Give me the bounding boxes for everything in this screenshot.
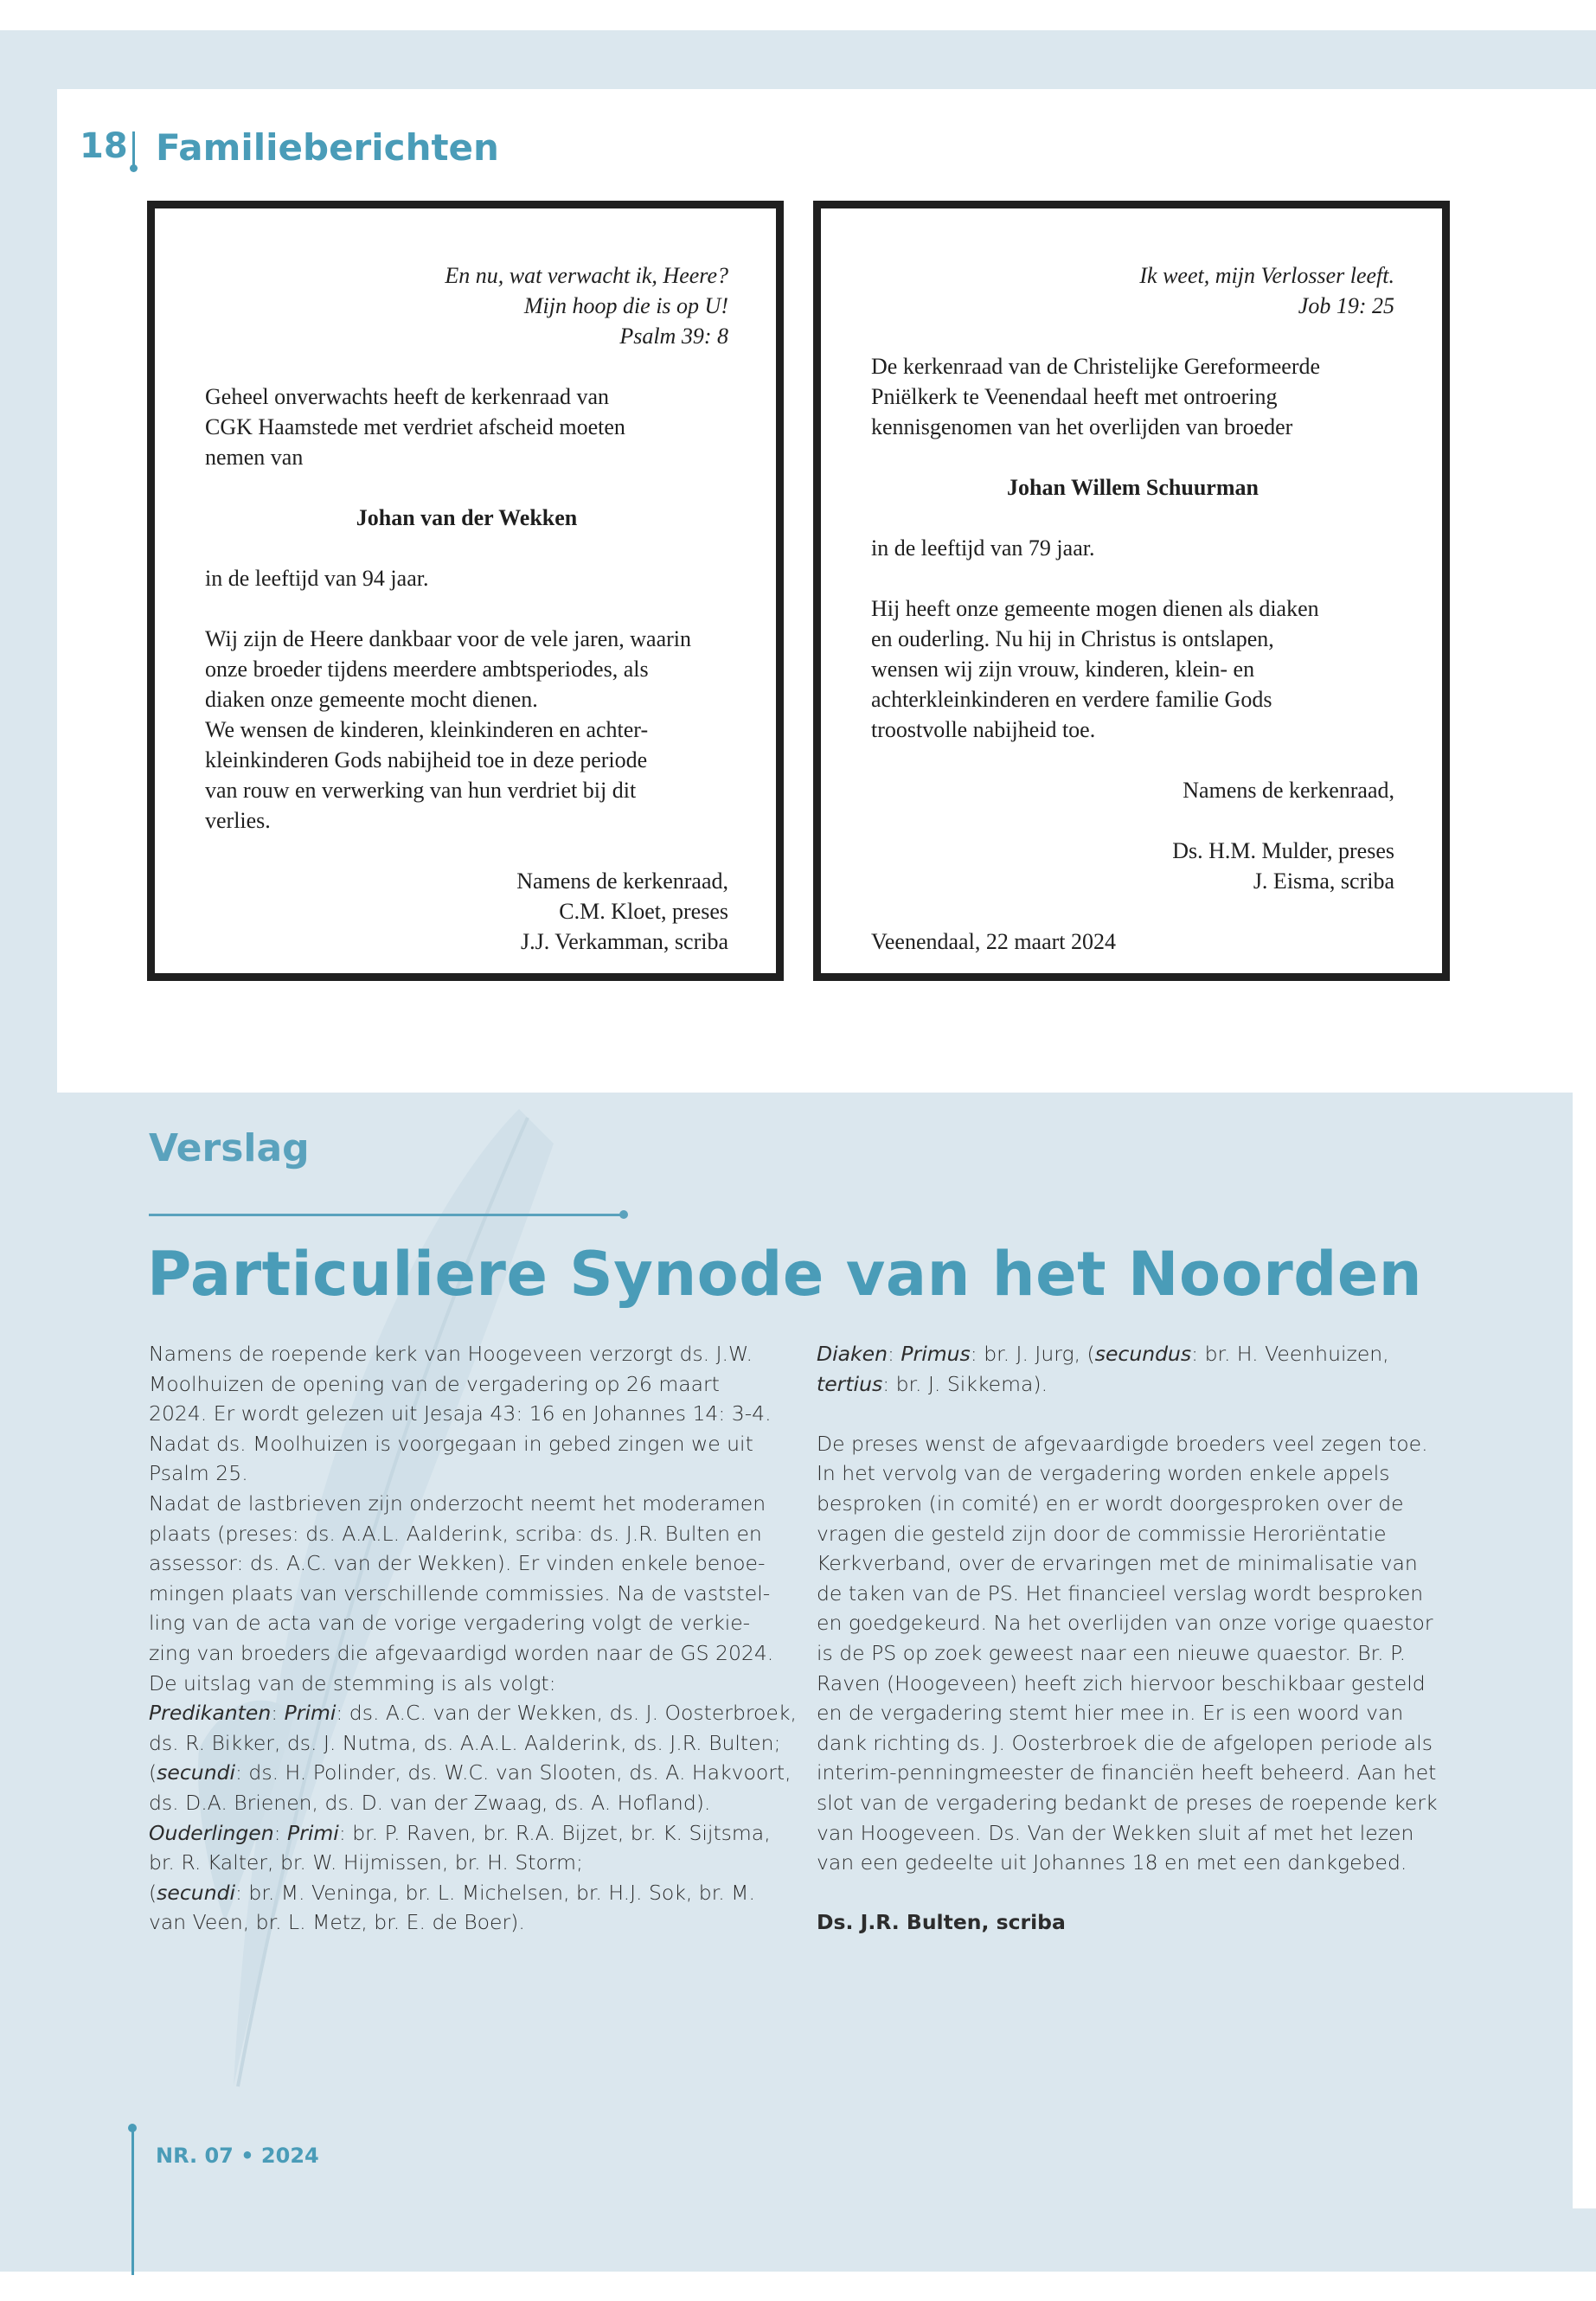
body-line: onze broeder tijdens meerdere ambtsperiodes, als	[205, 657, 649, 682]
secundi-label: secundi	[157, 1880, 236, 1905]
body-line: verlies.	[205, 808, 271, 833]
article-column-right	[817, 1339, 1457, 1938]
signature-line: J. Eisma, scriba	[1253, 868, 1394, 894]
obituary-intro	[205, 381, 728, 472]
deceased-age: in de leeftijd van 79 jaar.	[871, 535, 1095, 561]
primi-label: Primi	[284, 1701, 337, 1726]
bottom-margin	[0, 2272, 1596, 2301]
obituary-signature	[871, 836, 1394, 896]
primi-label: Primi	[287, 1820, 339, 1845]
page-number: 18	[80, 126, 128, 166]
paragraph-line: dank richting ds. J. Oosterbroek die de afgelopen periode als	[817, 1730, 1433, 1755]
paragraph-line: Nadat de lastbrieven zijn onderzocht neemt het moderamen	[149, 1490, 766, 1516]
diaken-tertius: br. J. Sikkema).	[895, 1371, 1048, 1396]
article-author: Ds. J.R. Bulten, scriba	[817, 1910, 1066, 1935]
signature-line: J.J. Verkamman, scriba	[521, 929, 728, 954]
signature-line: C.M. Kloet, preses	[559, 899, 728, 924]
ouderlingen-primi: br. P. Raven, br. R.A. Bijzet, br. K. Sijtsma,	[352, 1820, 771, 1845]
paragraph-line: Psalm 25.	[149, 1461, 248, 1486]
intro-line: CGK Haamstede met verdriet afscheid moeten	[205, 414, 625, 439]
paragraph-line: assessor: ds. A.C. van der Wekken). Er vinden enkele benoe-	[149, 1551, 766, 1576]
predikanten-secundi-line: (secundi: ds. H. Polinder, ds. W.C. van Slooten, ds. A. Hakvoort,	[149, 1760, 792, 1785]
top-margin	[0, 0, 1596, 30]
body-line: wensen wij zijn vrouw, kinderen, klein- en	[871, 657, 1255, 682]
article-column-left	[149, 1339, 797, 1938]
body-line: van rouw en verwerking van hun verdriet bij dit	[205, 778, 637, 803]
predikanten-label: Predikanten	[149, 1701, 272, 1726]
obituary-body	[871, 593, 1394, 745]
paragraph-line: en de vergadering stemt hier mee in. Er is een woord van	[817, 1701, 1404, 1726]
obituary-body	[205, 624, 728, 836]
paragraph-line: ds. R. Bikker, ds. J. Nutma, ds. A.A.L. Aalderink, ds. J.R. Bulten;	[149, 1730, 781, 1755]
predikanten-primi: ds. A.C. van der Wekken, ds. J. Oosterbroek,	[349, 1701, 797, 1726]
paragraph-line: Kerkverband, over de ervaringen met de minimalisatie van	[817, 1551, 1418, 1576]
deceased-age: in de leeftijd van 94 jaar.	[205, 566, 429, 591]
kicker-rule	[149, 1214, 623, 1216]
paragraph-line: Nadat ds. Moolhuizen is voorgegaan in gebed zingen we uit	[149, 1431, 753, 1456]
intro-line: nemen van	[205, 445, 304, 470]
footer-rule	[131, 2128, 134, 2275]
paragraph-line: van Veen, br. L. Metz, br. E. de Boer).	[149, 1910, 525, 1935]
place-date: Veenendaal, 22 maart 2024	[871, 929, 1117, 954]
header-separator-dot	[130, 164, 138, 172]
secundus-label: secundus	[1094, 1342, 1192, 1366]
verse-line: En nu, wat verwacht ik, Heere?	[445, 263, 728, 288]
body-line: Wij zijn de Heere dankbaar voor de vele jaren, waarin	[205, 626, 692, 651]
diaken-secundus: br. H. Veenhuizen,	[1204, 1342, 1389, 1366]
intro-line: kennisgenomen van het overlijden van broeder	[871, 414, 1293, 439]
paragraph-line: ds. D.A. Brienen, ds. D. van der Zwaag, ds. A. Hofland).	[149, 1790, 711, 1815]
paragraph-line: is de PS op zoek geweest naar een nieuwe quaestor. Br. P.	[817, 1640, 1407, 1665]
body-line: troostvolle nabijheid toe.	[871, 717, 1096, 742]
signature-intro: Namens de kerkenraad,	[1183, 778, 1394, 803]
body-line: Hij heeft onze gemeente mogen dienen als diaken	[871, 596, 1319, 621]
secundi-label: secundi	[157, 1760, 236, 1785]
obituary-intro	[871, 351, 1394, 442]
predikanten-primi-line: Predikanten: Primi: ds. A.C. van der Wekken, ds. J. Oosterbroek,	[149, 1701, 797, 1726]
paragraph-line: van een gedeelte uit Johannes 18 en met een dankgebed.	[817, 1850, 1407, 1875]
primus-label: Primus	[901, 1342, 971, 1366]
diaken-primus-line: Diaken: Primus: br. J. Jurg, (secundus: br. H. Veenhuizen,	[817, 1342, 1389, 1366]
paragraph-line: van Hoogeveen. Ds. Van der Wekken sluit af met het lezen	[817, 1820, 1414, 1845]
issue-number: NR. 07 • 2024	[156, 2144, 319, 2168]
intro-line: De kerkenraad van de Christelijke Gereformeerde	[871, 354, 1321, 379]
paragraph-line: br. R. Kalter, br. W. Hijmissen, br. H. Storm;	[149, 1850, 583, 1875]
paragraph-line: en goedgekeurd. Na het overlijden van onze vorige quaestor	[817, 1611, 1433, 1636]
paragraph-line: Raven (Hoogeveen) heeft zich hiervoor beschikbaar gesteld	[817, 1670, 1426, 1695]
ouderlingen-label: Ouderlingen	[149, 1820, 274, 1845]
body-line: en ouderling. Nu hij in Christus is ontslapen,	[871, 626, 1274, 651]
obituary-verse	[871, 260, 1394, 321]
signature-line: Namens de kerkenraad,	[516, 868, 728, 894]
body-line: achterkleinkinderen en verdere familie Gods	[871, 687, 1272, 712]
right-margin	[1573, 1093, 1596, 2208]
diaken-primus: br. J. Jurg, (	[984, 1342, 1095, 1366]
paragraph-line: De preses wenst de afgevaardigde broeders veel zegen toe.	[817, 1431, 1428, 1456]
deceased-name: Johan van der Wekken	[356, 505, 578, 530]
article-title: Particuliere Synode van het Noorden	[147, 1239, 1423, 1310]
deceased-name: Johan Willem Schuurman	[1007, 475, 1259, 500]
ouderlingen-secundi: br. M. Veninga, br. L. Michelsen, br. H.J. Sok, br. M.	[248, 1880, 755, 1905]
kicker-rule-dot	[619, 1210, 628, 1219]
section-title: Familieberichten	[156, 126, 499, 169]
paragraph-line: mingen plaats van verschillende commissies. Na de vaststel-	[149, 1580, 771, 1606]
body-line: diaken onze gemeente mocht dienen.	[205, 687, 538, 712]
verse-line: Ik weet, mijn Verlosser leeft.	[1139, 263, 1394, 288]
predikanten-secundi: ds. H. Polinder, ds. W.C. van Slooten, ds. A. Hakvoort,	[248, 1760, 792, 1785]
paragraph-line: zing van broeders die afgevaardigd worden naar de GS 2024.	[149, 1640, 774, 1665]
paragraph-line: In het vervolg van de vergadering worden enkele appels	[817, 1461, 1390, 1486]
diaken-tertius-line: tertius: br. J. Sikkema).	[817, 1371, 1048, 1396]
obituary-card	[813, 201, 1450, 981]
footer-rule-dot	[128, 2124, 137, 2132]
verse-reference: Psalm 39: 8	[619, 324, 728, 349]
paragraph-line: vragen die gesteld zijn door de commissie Heroriëntatie	[817, 1521, 1387, 1546]
paragraph-line: 2024. Er wordt gelezen uit Jesaja 43: 16 en Johannes 14: 3-4.	[149, 1401, 772, 1426]
intro-line: Geheel onverwachts heeft de kerkenraad van	[205, 384, 610, 409]
obituary-signature	[205, 866, 728, 957]
paragraph-line: De uitslag van de stemming is als volgt:	[149, 1670, 556, 1695]
paragraph-line: besproken (in comité) en er wordt doorgesproken over de	[817, 1490, 1404, 1516]
paragraph-line: Moolhuizen de opening van de vergadering op 26 maart	[149, 1371, 720, 1396]
ouderlingen-primi-line: Ouderlingen: Primi: br. P. Raven, br. R.A. Bijzet, br. K. Sijtsma,	[149, 1820, 771, 1845]
obituary-card	[147, 201, 784, 981]
intro-line: Pniëlkerk te Veenendaal heeft met ontroering	[871, 384, 1278, 409]
paragraph-line: de taken van de PS. Het financieel verslag wordt besproken	[817, 1580, 1424, 1606]
tertius-label: tertius	[817, 1371, 883, 1396]
body-line: We wensen de kinderen, kleinkinderen en achter-	[205, 717, 649, 742]
article-kicker: Verslag	[149, 1126, 310, 1170]
ouderlingen-secundi-line: (secundi: br. M. Veninga, br. L. Michelsen, br. H.J. Sok, br. M.	[149, 1880, 755, 1905]
diaken-label: Diaken	[817, 1342, 888, 1366]
paragraph-line: plaats (preses: ds. A.A.L. Aalderink, scriba: ds. J.R. Bulten en	[149, 1521, 762, 1546]
verse-line: Mijn hoop die is op U!	[523, 293, 728, 318]
paragraph-line: interim-penningmeester de financiën heeft beheerd. Aan het	[817, 1760, 1437, 1785]
signature-line: Ds. H.M. Mulder, preses	[1172, 838, 1394, 863]
verse-reference: Job 19: 25	[1298, 293, 1394, 318]
paragraph-line: Namens de roepende kerk van Hoogeveen verzorgt ds. J.W.	[149, 1342, 753, 1366]
paragraph-line: ling van de acta van de vorige vergadering volgt de verkie-	[149, 1611, 751, 1636]
body-line: kleinkinderen Gods nabijheid toe in deze periode	[205, 747, 648, 772]
header-separator	[132, 131, 135, 166]
paragraph-line: slot van de vergadering bedankt de preses de roepende kerk	[817, 1790, 1438, 1815]
obituary-verse	[205, 260, 728, 351]
